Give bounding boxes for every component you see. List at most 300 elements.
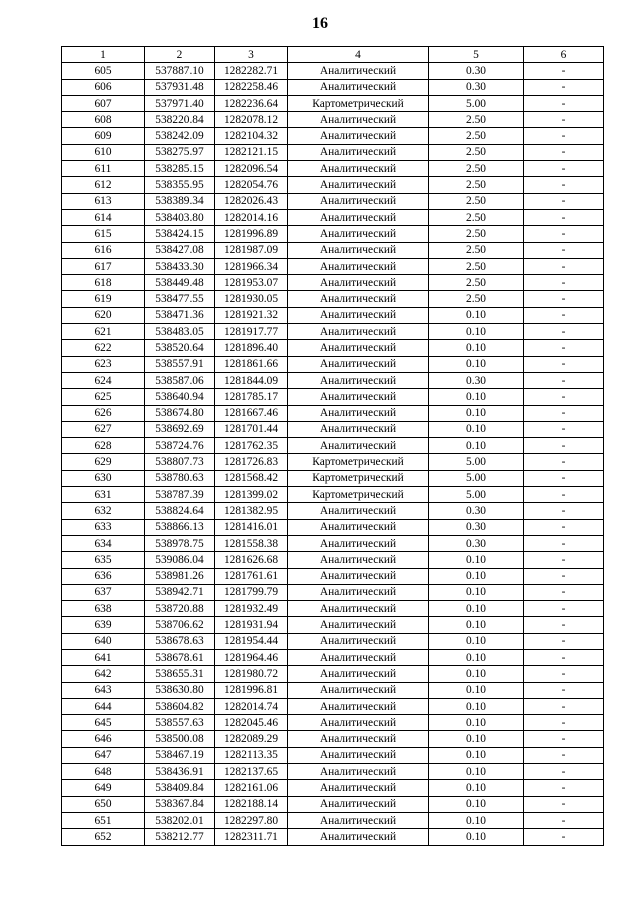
point-number-cell: 635 (62, 552, 145, 568)
table-row (62, 128, 604, 144)
x-coordinate-cell: 538587.06 (145, 372, 215, 388)
note-cell: - (524, 209, 604, 225)
accuracy-cell: 0.10 (429, 829, 524, 845)
point-number-cell: 621 (62, 324, 145, 340)
y-coordinate-cell: 1282054.76 (215, 177, 288, 193)
point-number-cell: 623 (62, 356, 145, 372)
table-row (62, 405, 604, 421)
y-coordinate-cell: 1282045.46 (215, 715, 288, 731)
x-coordinate-cell: 538981.26 (145, 568, 215, 584)
coordinates-table (61, 46, 604, 846)
note-cell: - (524, 438, 604, 454)
x-coordinate-cell: 538824.64 (145, 503, 215, 519)
x-coordinate-cell: 537887.10 (145, 63, 215, 79)
accuracy-cell: 0.30 (429, 503, 524, 519)
point-number-cell: 631 (62, 487, 145, 503)
accuracy-cell: 0.10 (429, 698, 524, 714)
point-number-cell: 637 (62, 584, 145, 600)
y-coordinate-cell: 1281761.61 (215, 568, 288, 584)
accuracy-cell: 2.50 (429, 275, 524, 291)
method-cell: Аналитический (288, 535, 429, 551)
note-cell: - (524, 666, 604, 682)
method-cell: Аналитический (288, 177, 429, 193)
y-coordinate-cell: 1282113.35 (215, 747, 288, 763)
note-cell: - (524, 389, 604, 405)
method-cell: Аналитический (288, 617, 429, 633)
y-coordinate-cell: 1281931.94 (215, 617, 288, 633)
note-cell: - (524, 747, 604, 763)
point-number-cell: 606 (62, 79, 145, 95)
method-cell: Аналитический (288, 79, 429, 95)
point-number-cell: 628 (62, 438, 145, 454)
table-row (62, 454, 604, 470)
method-cell: Картометрический (288, 470, 429, 486)
method-cell: Аналитический (288, 649, 429, 665)
note-cell: - (524, 552, 604, 568)
y-coordinate-cell: 1281726.83 (215, 454, 288, 470)
x-coordinate-cell: 538724.76 (145, 438, 215, 454)
point-number-cell: 612 (62, 177, 145, 193)
note-cell: - (524, 535, 604, 551)
table-row (62, 209, 604, 225)
accuracy-cell: 0.10 (429, 780, 524, 796)
note-cell: - (524, 63, 604, 79)
point-number-cell: 639 (62, 617, 145, 633)
y-coordinate-cell: 1282137.65 (215, 764, 288, 780)
table-row (62, 144, 604, 160)
point-number-cell: 646 (62, 731, 145, 747)
table-row (62, 421, 604, 437)
y-coordinate-cell: 1282258.46 (215, 79, 288, 95)
accuracy-cell: 0.30 (429, 372, 524, 388)
table-row (62, 356, 604, 372)
point-number-cell: 644 (62, 698, 145, 714)
point-number-cell: 620 (62, 307, 145, 323)
table-row (62, 340, 604, 356)
y-coordinate-cell: 1281966.34 (215, 258, 288, 274)
point-number-cell: 643 (62, 682, 145, 698)
method-cell: Аналитический (288, 128, 429, 144)
x-coordinate-cell: 538367.84 (145, 796, 215, 812)
table-row (62, 812, 604, 828)
table-row (62, 258, 604, 274)
x-coordinate-cell: 538787.39 (145, 487, 215, 503)
y-coordinate-cell: 1281917.77 (215, 324, 288, 340)
accuracy-cell: 0.10 (429, 405, 524, 421)
y-coordinate-cell: 1282188.14 (215, 796, 288, 812)
note-cell: - (524, 340, 604, 356)
y-coordinate-cell: 1281667.46 (215, 405, 288, 421)
note-cell: - (524, 584, 604, 600)
x-coordinate-cell: 538520.64 (145, 340, 215, 356)
table-row (62, 698, 604, 714)
accuracy-cell: 0.30 (429, 79, 524, 95)
y-coordinate-cell: 1281954.44 (215, 633, 288, 649)
table-row (62, 487, 604, 503)
method-cell: Аналитический (288, 715, 429, 731)
point-number-cell: 645 (62, 715, 145, 731)
point-number-cell: 624 (62, 372, 145, 388)
x-coordinate-cell: 538433.30 (145, 258, 215, 274)
method-cell: Аналитический (288, 324, 429, 340)
method-cell: Аналитический (288, 584, 429, 600)
method-cell: Аналитический (288, 209, 429, 225)
y-coordinate-cell: 1282014.74 (215, 698, 288, 714)
accuracy-cell: 2.50 (429, 209, 524, 225)
point-number-cell: 608 (62, 112, 145, 128)
table-row (62, 796, 604, 812)
method-cell: Аналитический (288, 421, 429, 437)
method-cell: Аналитический (288, 812, 429, 828)
accuracy-cell: 0.10 (429, 747, 524, 763)
table-row (62, 568, 604, 584)
note-cell: - (524, 601, 604, 617)
column-header: 4 (288, 47, 429, 63)
method-cell: Аналитический (288, 389, 429, 405)
x-coordinate-cell: 538655.31 (145, 666, 215, 682)
point-number-cell: 618 (62, 275, 145, 291)
table-row (62, 307, 604, 323)
point-number-cell: 629 (62, 454, 145, 470)
point-number-cell: 609 (62, 128, 145, 144)
x-coordinate-cell: 538630.80 (145, 682, 215, 698)
note-cell: - (524, 144, 604, 160)
x-coordinate-cell: 538424.15 (145, 226, 215, 242)
point-number-cell: 640 (62, 633, 145, 649)
method-cell: Аналитический (288, 144, 429, 160)
x-coordinate-cell: 538212.77 (145, 829, 215, 845)
y-coordinate-cell: 1282104.32 (215, 128, 288, 144)
accuracy-cell: 2.50 (429, 144, 524, 160)
y-coordinate-cell: 1281987.09 (215, 242, 288, 258)
method-cell: Аналитический (288, 242, 429, 258)
table-header-row (62, 47, 604, 63)
y-coordinate-cell: 1281996.81 (215, 682, 288, 698)
method-cell: Аналитический (288, 682, 429, 698)
table-row (62, 617, 604, 633)
method-cell: Аналитический (288, 63, 429, 79)
note-cell: - (524, 226, 604, 242)
note-cell: - (524, 258, 604, 274)
accuracy-cell: 2.50 (429, 177, 524, 193)
accuracy-cell: 5.00 (429, 470, 524, 486)
y-coordinate-cell: 1281930.05 (215, 291, 288, 307)
point-number-cell: 651 (62, 812, 145, 828)
y-coordinate-cell: 1281921.32 (215, 307, 288, 323)
method-cell: Аналитический (288, 698, 429, 714)
y-coordinate-cell: 1281932.49 (215, 601, 288, 617)
y-coordinate-cell: 1281996.89 (215, 226, 288, 242)
note-cell: - (524, 796, 604, 812)
y-coordinate-cell: 1281980.72 (215, 666, 288, 682)
accuracy-cell: 2.50 (429, 226, 524, 242)
accuracy-cell: 0.10 (429, 552, 524, 568)
method-cell: Аналитический (288, 503, 429, 519)
point-number-cell: 611 (62, 161, 145, 177)
y-coordinate-cell: 1282096.54 (215, 161, 288, 177)
note-cell: - (524, 633, 604, 649)
note-cell: - (524, 128, 604, 144)
y-coordinate-cell: 1281399.02 (215, 487, 288, 503)
y-coordinate-cell: 1282026.43 (215, 193, 288, 209)
accuracy-cell: 0.10 (429, 340, 524, 356)
column-header: 2 (145, 47, 215, 63)
y-coordinate-cell: 1281785.17 (215, 389, 288, 405)
table-row (62, 601, 604, 617)
x-coordinate-cell: 538678.61 (145, 649, 215, 665)
table-body (62, 63, 604, 845)
note-cell: - (524, 275, 604, 291)
x-coordinate-cell: 538557.63 (145, 715, 215, 731)
y-coordinate-cell: 1281626.68 (215, 552, 288, 568)
accuracy-cell: 2.50 (429, 291, 524, 307)
accuracy-cell: 2.50 (429, 258, 524, 274)
accuracy-cell: 0.30 (429, 535, 524, 551)
point-number-cell: 614 (62, 209, 145, 225)
point-number-cell: 642 (62, 666, 145, 682)
x-coordinate-cell: 538220.84 (145, 112, 215, 128)
method-cell: Аналитический (288, 829, 429, 845)
point-number-cell: 641 (62, 649, 145, 665)
accuracy-cell: 0.10 (429, 584, 524, 600)
table-row (62, 242, 604, 258)
point-number-cell: 615 (62, 226, 145, 242)
method-cell: Аналитический (288, 666, 429, 682)
accuracy-cell: 0.10 (429, 715, 524, 731)
note-cell: - (524, 470, 604, 486)
note-cell: - (524, 519, 604, 535)
point-number-cell: 649 (62, 780, 145, 796)
accuracy-cell: 2.50 (429, 128, 524, 144)
x-coordinate-cell: 538202.01 (145, 812, 215, 828)
y-coordinate-cell: 1281844.09 (215, 372, 288, 388)
note-cell: - (524, 405, 604, 421)
accuracy-cell: 5.00 (429, 454, 524, 470)
column-header: 5 (429, 47, 524, 63)
x-coordinate-cell: 538678.63 (145, 633, 215, 649)
note-cell: - (524, 812, 604, 828)
y-coordinate-cell: 1282089.29 (215, 731, 288, 747)
accuracy-cell: 2.50 (429, 242, 524, 258)
point-number-cell: 617 (62, 258, 145, 274)
note-cell: - (524, 421, 604, 437)
accuracy-cell: 0.10 (429, 324, 524, 340)
accuracy-cell: 0.30 (429, 63, 524, 79)
method-cell: Аналитический (288, 356, 429, 372)
table-row (62, 389, 604, 405)
accuracy-cell: 0.10 (429, 617, 524, 633)
note-cell: - (524, 780, 604, 796)
table-row (62, 503, 604, 519)
method-cell: Аналитический (288, 291, 429, 307)
point-number-cell: 613 (62, 193, 145, 209)
y-coordinate-cell: 1281416.01 (215, 519, 288, 535)
accuracy-cell: 0.10 (429, 601, 524, 617)
table-row (62, 649, 604, 665)
x-coordinate-cell: 538471.36 (145, 307, 215, 323)
note-cell: - (524, 193, 604, 209)
method-cell: Аналитический (288, 438, 429, 454)
x-coordinate-cell: 538557.91 (145, 356, 215, 372)
column-header: 3 (215, 47, 288, 63)
point-number-cell: 605 (62, 63, 145, 79)
note-cell: - (524, 161, 604, 177)
table-row (62, 112, 604, 128)
method-cell: Аналитический (288, 372, 429, 388)
accuracy-cell: 2.50 (429, 112, 524, 128)
x-coordinate-cell: 538942.71 (145, 584, 215, 600)
method-cell: Картометрический (288, 95, 429, 111)
x-coordinate-cell: 538692.69 (145, 421, 215, 437)
point-number-cell: 610 (62, 144, 145, 160)
method-cell: Аналитический (288, 633, 429, 649)
table-row (62, 535, 604, 551)
table-row (62, 731, 604, 747)
x-coordinate-cell: 538436.91 (145, 764, 215, 780)
table-row (62, 829, 604, 845)
x-coordinate-cell: 538285.15 (145, 161, 215, 177)
note-cell: - (524, 568, 604, 584)
point-number-cell: 647 (62, 747, 145, 763)
accuracy-cell: 0.10 (429, 649, 524, 665)
x-coordinate-cell: 538674.80 (145, 405, 215, 421)
accuracy-cell: 0.30 (429, 519, 524, 535)
table-row (62, 79, 604, 95)
method-cell: Аналитический (288, 226, 429, 242)
point-number-cell: 626 (62, 405, 145, 421)
table-row (62, 470, 604, 486)
method-cell: Аналитический (288, 731, 429, 747)
method-cell: Аналитический (288, 519, 429, 535)
table-row (62, 715, 604, 731)
y-coordinate-cell: 1282236.64 (215, 95, 288, 111)
table-row (62, 63, 604, 79)
method-cell: Аналитический (288, 112, 429, 128)
note-cell: - (524, 307, 604, 323)
note-cell: - (524, 291, 604, 307)
x-coordinate-cell: 538640.94 (145, 389, 215, 405)
x-coordinate-cell: 537971.40 (145, 95, 215, 111)
method-cell: Картометрический (288, 454, 429, 470)
table-row (62, 666, 604, 682)
y-coordinate-cell: 1281762.35 (215, 438, 288, 454)
accuracy-cell: 0.10 (429, 356, 524, 372)
x-coordinate-cell: 538467.19 (145, 747, 215, 763)
point-number-cell: 636 (62, 568, 145, 584)
method-cell: Картометрический (288, 487, 429, 503)
table-row (62, 177, 604, 193)
point-number-cell: 632 (62, 503, 145, 519)
note-cell: - (524, 112, 604, 128)
y-coordinate-cell: 1281382.95 (215, 503, 288, 519)
table-row (62, 372, 604, 388)
point-number-cell: 619 (62, 291, 145, 307)
accuracy-cell: 0.10 (429, 568, 524, 584)
page-number: 16 (312, 15, 328, 32)
point-number-cell: 627 (62, 421, 145, 437)
accuracy-cell: 0.10 (429, 633, 524, 649)
note-cell: - (524, 454, 604, 470)
table-row (62, 324, 604, 340)
y-coordinate-cell: 1282282.71 (215, 63, 288, 79)
note-cell: - (524, 764, 604, 780)
table-row (62, 584, 604, 600)
note-cell: - (524, 356, 604, 372)
x-coordinate-cell: 539086.04 (145, 552, 215, 568)
table-row (62, 780, 604, 796)
note-cell: - (524, 487, 604, 503)
table-row (62, 682, 604, 698)
point-number-cell: 648 (62, 764, 145, 780)
point-number-cell: 634 (62, 535, 145, 551)
accuracy-cell: 0.10 (429, 438, 524, 454)
method-cell: Аналитический (288, 568, 429, 584)
y-coordinate-cell: 1282297.80 (215, 812, 288, 828)
note-cell: - (524, 617, 604, 633)
x-coordinate-cell: 538275.97 (145, 144, 215, 160)
method-cell: Аналитический (288, 161, 429, 177)
x-coordinate-cell: 538427.08 (145, 242, 215, 258)
note-cell: - (524, 324, 604, 340)
method-cell: Аналитический (288, 340, 429, 356)
table-row (62, 95, 604, 111)
table-row (62, 193, 604, 209)
table-row (62, 161, 604, 177)
accuracy-cell: 0.10 (429, 421, 524, 437)
y-coordinate-cell: 1281799.79 (215, 584, 288, 600)
table-row (62, 747, 604, 763)
method-cell: Аналитический (288, 796, 429, 812)
point-number-cell: 633 (62, 519, 145, 535)
accuracy-cell: 0.10 (429, 389, 524, 405)
x-coordinate-cell: 537931.48 (145, 79, 215, 95)
table-row (62, 275, 604, 291)
y-coordinate-cell: 1281568.42 (215, 470, 288, 486)
note-cell: - (524, 95, 604, 111)
method-cell: Аналитический (288, 552, 429, 568)
method-cell: Аналитический (288, 780, 429, 796)
method-cell: Аналитический (288, 747, 429, 763)
column-header: 1 (62, 47, 145, 63)
x-coordinate-cell: 538807.73 (145, 454, 215, 470)
x-coordinate-cell: 538355.95 (145, 177, 215, 193)
accuracy-cell: 0.10 (429, 666, 524, 682)
point-number-cell: 625 (62, 389, 145, 405)
y-coordinate-cell: 1281861.66 (215, 356, 288, 372)
x-coordinate-cell: 538477.55 (145, 291, 215, 307)
accuracy-cell: 0.10 (429, 796, 524, 812)
note-cell: - (524, 372, 604, 388)
point-number-cell: 607 (62, 95, 145, 111)
note-cell: - (524, 177, 604, 193)
y-coordinate-cell: 1282078.12 (215, 112, 288, 128)
method-cell: Аналитический (288, 764, 429, 780)
table-row (62, 519, 604, 535)
table-row (62, 552, 604, 568)
method-cell: Аналитический (288, 258, 429, 274)
x-coordinate-cell: 538449.48 (145, 275, 215, 291)
note-cell: - (524, 503, 604, 519)
accuracy-cell: 2.50 (429, 193, 524, 209)
note-cell: - (524, 829, 604, 845)
method-cell: Аналитический (288, 307, 429, 323)
table-row (62, 291, 604, 307)
note-cell: - (524, 242, 604, 258)
table-row (62, 633, 604, 649)
x-coordinate-cell: 538706.62 (145, 617, 215, 633)
x-coordinate-cell: 538720.88 (145, 601, 215, 617)
y-coordinate-cell: 1282121.15 (215, 144, 288, 160)
